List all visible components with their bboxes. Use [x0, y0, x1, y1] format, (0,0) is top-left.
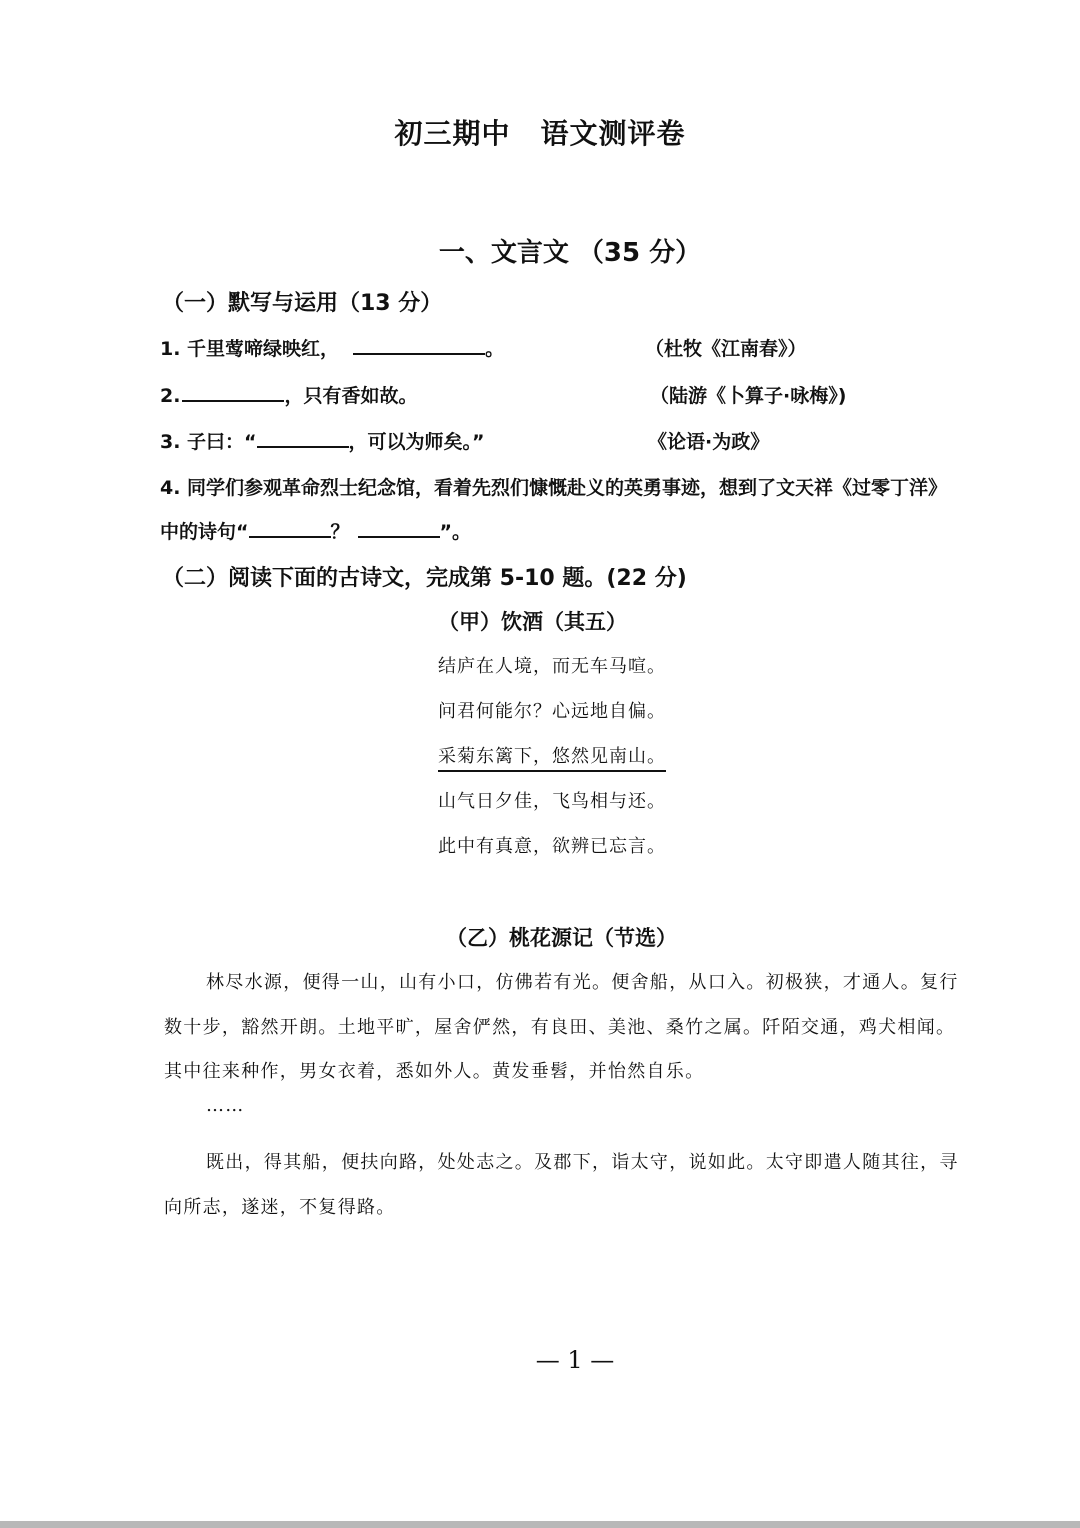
question-4-lead: 中的诗句“ [160, 521, 249, 543]
question-1-blank[interactable] [353, 335, 485, 355]
scan-bottom-edge [0, 1521, 1080, 1528]
page-number: — 1 — [535, 1346, 615, 1374]
question-2-text: ，只有香如故。 [284, 385, 418, 407]
question-1-end: 。 [485, 338, 505, 360]
subsection-reading-heading: （二）阅读下面的古诗文，完成第 5-10 题。(22 分) [162, 566, 687, 591]
question-3-prompt: 3. 子曰：“ [160, 431, 257, 453]
question-3-source: 《论语·为政》 [648, 431, 770, 453]
question-3-text: ，可以为师矣。” [348, 431, 485, 453]
question-3-blank[interactable] [257, 428, 349, 448]
poem-line-3-underlined: 采菊东篱下，悠然见南山。 [438, 742, 666, 772]
subsection-dictation-heading: （一）默写与运用（13 分） [162, 291, 443, 316]
poem-line-5: 此中有真意，欲辨已忘言。 [438, 836, 666, 857]
page-title-subject: 语文测评卷 [540, 117, 686, 150]
question-4-line-1: 4. 同学们参观革命烈士纪念馆，看着先烈们慷慨赴义的英勇事迹，想到了文天祥《过零丁洋》 [160, 477, 948, 499]
prose-ellipsis: …… [206, 1095, 245, 1116]
question-1 [160, 334, 504, 361]
question-3 [160, 427, 485, 454]
prose-title: （乙）桃花源记（节选） [446, 925, 677, 950]
page-title [0, 112, 1080, 152]
question-4-end: ”。 [439, 521, 472, 543]
question-4-question-mark: ？ [330, 521, 350, 543]
poem-line-4: 山气日夕佳，飞鸟相与还。 [438, 791, 666, 812]
question-1-source: （杜牧《江南春》） [645, 338, 807, 360]
question-2-number: 2. [160, 385, 181, 407]
prose-line-5: 向所志，遂迷，不复得路。 [164, 1197, 396, 1218]
poem-line-2: 问君何能尔？心远地自偏。 [438, 701, 666, 722]
question-2-blank[interactable] [182, 382, 284, 402]
prose-line-4: 既出，得其船，便扶向路，处处志之。及郡下，诣太守，说如此。太守即遣人随其往，寻 [206, 1152, 959, 1173]
question-4-blank-2[interactable] [358, 518, 440, 538]
prose-line-1: 林尽水源，便得一山，山有小口，仿佛若有光。便舍船，从口入。初极狭，才通人。复行 [206, 972, 959, 993]
question-2-source: （陆游《卜算子·咏梅》) [650, 385, 847, 407]
prose-line-3: 其中往来种作，男女衣着，悉如外人。黄发垂髫，并怡然自乐。 [164, 1061, 705, 1082]
question-4-blank-1[interactable] [249, 518, 331, 538]
poem-line-1: 结庐在人境，而无车马喧。 [438, 656, 666, 677]
question-1-prompt: 1. 千里莺啼绿映红， [160, 338, 340, 360]
section-heading-classical-chinese: 一、文言文 （35 分） [438, 238, 702, 268]
question-2 [160, 381, 417, 408]
poem-title: （甲）饮酒（其五） [438, 609, 627, 634]
prose-line-2: 数十步，豁然开朗。土地平旷，屋舍俨然，有良田、美池、桑竹之属。阡陌交通，鸡犬相闻。 [164, 1017, 956, 1038]
question-4-line-2 [160, 517, 471, 544]
page-title-grade: 初三期中 [394, 117, 511, 150]
